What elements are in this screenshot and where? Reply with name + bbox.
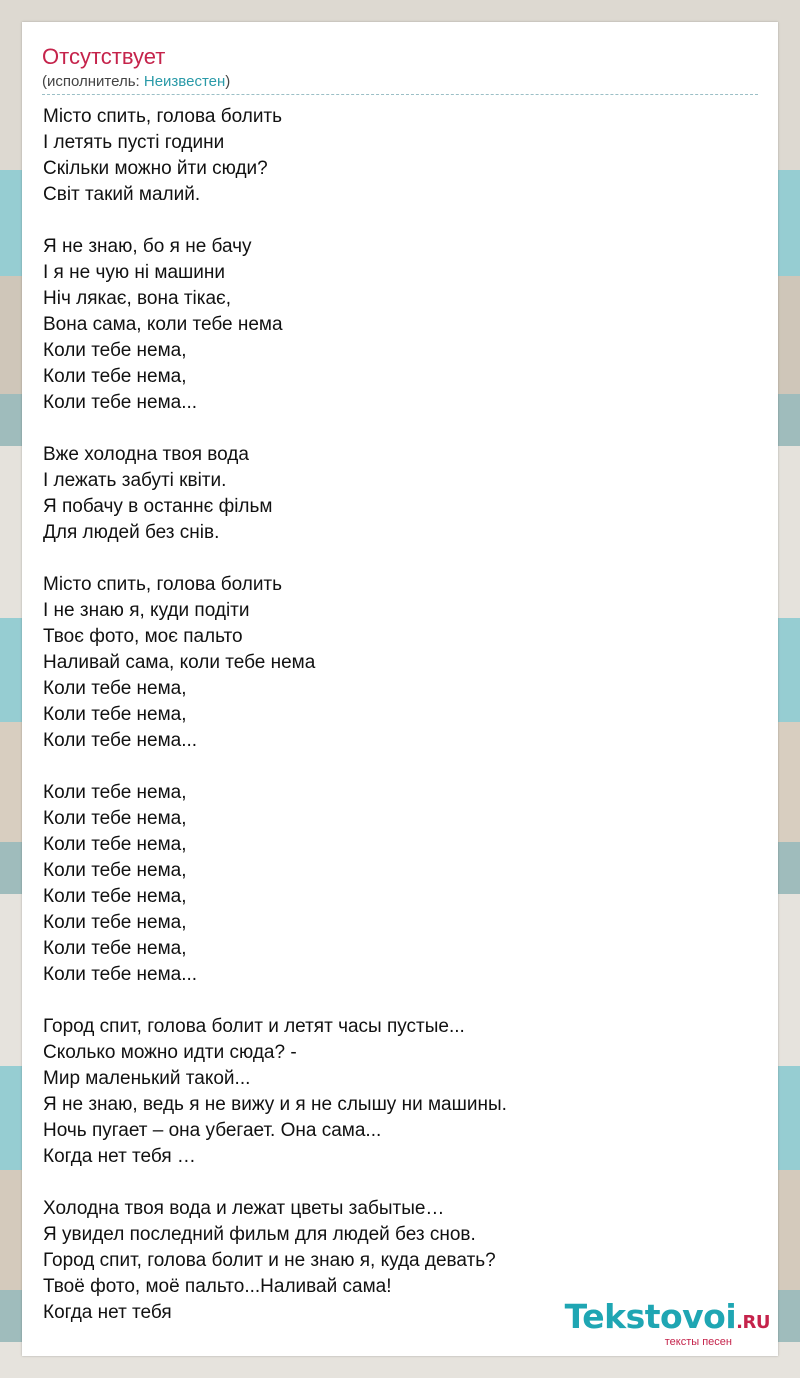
lyric-line: Твоє фото, моє пальто — [43, 626, 243, 647]
lyric-line: Коли тебе нема... — [43, 730, 198, 751]
lyric-line: Коли тебе нема, — [43, 860, 187, 881]
lyrics-card — [22, 22, 778, 1356]
stanza-gap — [43, 546, 763, 572]
lyric-line: І я не чую ні машини — [43, 262, 225, 283]
lyric-line: Коли тебе нема, — [43, 340, 187, 361]
byline-suffix: ) — [225, 73, 231, 90]
lyric-line: Город спит, голова болит и не знаю я, куда девать? — [43, 1250, 496, 1271]
lyric-line: І не знаю я, куди подіти — [43, 600, 250, 621]
lyric-line: Світ такий малий. — [43, 184, 201, 205]
lyric-line: Коли тебе нема, — [43, 808, 187, 829]
stanza-gap — [43, 988, 763, 1014]
logo-name: Tekstovoi — [564, 1297, 737, 1336]
lyric-line: Ночь пугает – она убегает. Она сама... — [43, 1120, 382, 1141]
byline-prefix: (исполнитель: — [42, 73, 144, 90]
logo-tagline: тексты песен — [664, 1336, 732, 1348]
lyric-line: Коли тебе нема, — [43, 912, 187, 933]
lyric-line: Я не знаю, ведь я не вижу и я не слышу ни машины. — [43, 1094, 507, 1115]
site-logo[interactable] — [564, 1297, 770, 1348]
lyric-line: Мир маленький такой... — [43, 1068, 251, 1089]
lyric-line: Коли тебе нема, — [43, 366, 187, 387]
lyric-line: Когда нет тебя — [43, 1302, 172, 1323]
lyric-line: Місто спить, голова болить — [43, 574, 283, 595]
lyric-line: Скільки можно йти сюди? — [43, 158, 268, 179]
lyric-line: Я не знаю, бо я не бачу — [43, 236, 252, 257]
lyric-line: Коли тебе нема, — [43, 678, 187, 699]
lyric-line: Вже холодна твоя вода — [43, 444, 249, 465]
lyric-line: Коли тебе нема... — [43, 392, 198, 413]
lyric-line: Город спит, голова болит и летят часы пустые... — [43, 1016, 465, 1037]
logo-tld: .RU — [736, 1312, 770, 1333]
lyric-line: Холодна твоя вода и лежат цветы забытые… — [43, 1198, 445, 1219]
artist-byline — [42, 72, 758, 95]
lyric-line: Я увидел последний фильм для людей без снов. — [43, 1224, 476, 1245]
artist-link[interactable]: Неизвестен — [143, 73, 226, 90]
song-title: Отсутствует — [42, 44, 166, 69]
lyric-line: І летять пусті години — [43, 132, 225, 153]
lyric-line: Коли тебе нема... — [43, 964, 198, 985]
lyric-line: Коли тебе нема, — [43, 938, 187, 959]
stanza-gap — [43, 754, 763, 780]
lyric-line: Я побачу в останнє фільм — [43, 496, 273, 517]
lyric-line: Твоё фото, моё пальто...Наливай сама! — [43, 1276, 392, 1297]
lyric-line: Для людей без снів. — [43, 522, 220, 543]
lyric-line: Когда нет тебя … — [43, 1146, 196, 1167]
stanza-gap — [43, 208, 763, 234]
lyric-line: І лежать забуті квіти. — [43, 470, 227, 491]
lyric-line: Місто спить, голова болить — [43, 106, 283, 127]
stanza-gap — [43, 1170, 763, 1196]
lyric-line: Вона сама, коли тебе нема — [43, 314, 283, 335]
lyric-line: Коли тебе нема, — [43, 834, 187, 855]
lyric-line: Коли тебе нема, — [43, 704, 187, 725]
lyric-line: Коли тебе нема, — [43, 886, 187, 907]
lyrics-text — [43, 104, 763, 1326]
lyric-line: Наливай сама, коли тебе нема — [43, 652, 316, 673]
lyric-line: Сколько можно идти сюда? - — [43, 1042, 297, 1063]
lyric-line: Ніч лякає, вона тікає, — [43, 288, 232, 309]
stanza-gap — [43, 416, 763, 442]
lyric-line: Коли тебе нема, — [43, 782, 187, 803]
